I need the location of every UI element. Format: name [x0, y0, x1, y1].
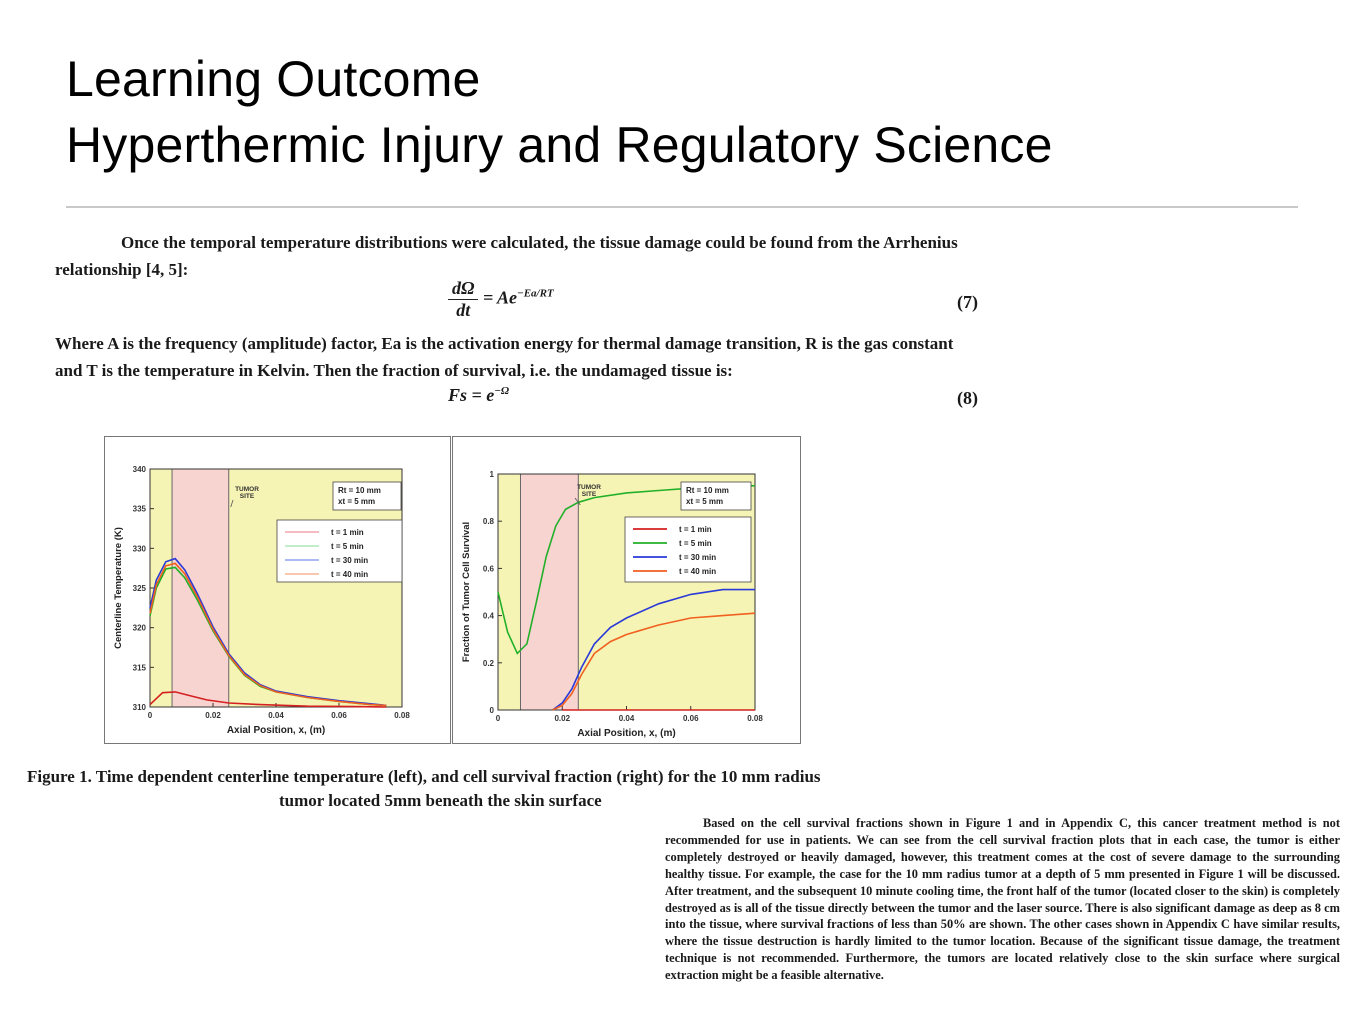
figure-panel-temperature: [104, 436, 451, 744]
slide-title: [66, 46, 1053, 178]
paper-paragraph-1: [55, 229, 975, 283]
figure-caption: [27, 765, 907, 813]
paper-paragraph-2: Where A is the frequency (amplitude) factor, Ea is the activation energy for thermal damage transition, R is the gas constant and T is the temperature in Kelvin. Then the fraction of survival, i.e. the undamaged tissue is:: [55, 334, 954, 380]
y-tick-label: 340: [132, 465, 146, 474]
survival-chart: [453, 437, 800, 743]
x-tick-label: 0.06: [331, 711, 347, 720]
tumor-site-label: SITE: [239, 493, 255, 500]
y-tick-label: 1: [489, 470, 494, 479]
y-tick-label: 0.8: [482, 517, 494, 527]
y-tick-label: 325: [132, 584, 146, 593]
eq7-fraction: [448, 278, 478, 321]
x-tick-label: 0.08: [394, 711, 410, 720]
info-line: xt = 5 mm: [338, 497, 376, 506]
y-axis-label: Centerline Temperature (K): [113, 527, 124, 649]
para3-text: Based on the cell survival fractions shown in Figure 1 and in Appendix C, this cancer treatment method is not recommended for use in patients. We can see from the cell survival fraction plots that in each case, the tumor is either completely destroyed or heavily damaged, however, this treatment comes at the cost of severe damage to the surrounding healthy tissue. For example, the case for the 10 mm radius tumor at a depth of 5 mm presented in Figure 1 will be discussed. After treatment, and the subsequent 10 minute cooling time, the front half of the tumor (located closer to the skin) is completely destroyed as is all of the tissue directly between the tumor and the laser source. There is also significant damage as deep as 8 cm into the tissue, where survival fractions of less than 50% are shown. The other cases shown in Appendix C have similar results, where the tissue destruction is hardly limited to the tumor location. Because of the significant tissue damage, the treatment technique is not recommended. Furthermore, the tumors are located relatively close to the skin surface where surgical extraction might be a feasible alternative.: [665, 816, 1340, 983]
tumor-site-label: SITE: [581, 491, 597, 498]
info-line: xt = 5 mm: [686, 497, 724, 506]
title-line-2: Hyperthermic Injury and Regulatory Science: [66, 117, 1053, 173]
eq7-numerator: dΩ: [448, 278, 478, 300]
tumor-site-label: TUMOR: [235, 486, 259, 493]
tumor-site-band: [520, 474, 578, 710]
x-tick-label: 0.08: [747, 714, 763, 723]
eq7-exponent: −Ea/RT: [517, 287, 554, 300]
y-tick-label: 0: [489, 706, 494, 715]
eq8-label: (8): [957, 388, 978, 408]
x-tick-label: 0.02: [554, 714, 571, 723]
legend-label: t = 40 min: [679, 567, 717, 576]
eq8-exponent: −Ω: [494, 385, 510, 397]
y-tick-label: 335: [132, 504, 146, 514]
legend-label: t = 30 min: [331, 556, 369, 565]
x-tick-label: 0.06: [682, 714, 699, 723]
caption-line-2: tumor located 5mm beneath the skin surface: [279, 791, 602, 810]
legend-label: t = 5 min: [331, 542, 364, 551]
x-axis-label: Axial Position, x, (m): [577, 728, 676, 739]
equation-7: [448, 278, 554, 321]
y-tick-label: 0.2: [482, 658, 494, 668]
legend-label: t = 40 min: [331, 570, 369, 579]
legend-label: t = 1 min: [679, 525, 712, 534]
legend-label: t = 30 min: [679, 553, 717, 562]
info-line: Rt = 10 mm: [338, 486, 381, 495]
eq7-denominator: dt: [456, 300, 471, 320]
title-divider: [66, 206, 1298, 208]
y-tick-label: 0.6: [482, 564, 494, 574]
eq8-lhs: Fs = e: [448, 385, 495, 405]
equation-8: [448, 385, 509, 406]
eq7-rhs: = Ae: [482, 287, 518, 308]
eq7-label: (7): [957, 292, 978, 312]
temperature-chart: [105, 437, 450, 743]
title-line-1: Learning Outcome: [66, 51, 481, 107]
x-tick-label: 0: [147, 711, 153, 720]
x-tick-label: 0.04: [268, 711, 284, 720]
y-tick-label: 0.4: [482, 611, 494, 621]
x-tick-label: 0.04: [618, 714, 635, 723]
y-tick-label: 315: [132, 663, 146, 673]
y-tick-label: 310: [132, 703, 146, 712]
x-axis-label: Axial Position, x, (m): [226, 725, 326, 736]
y-axis-label: Fraction of Tumor Cell Survival: [461, 521, 472, 663]
figure-panel-survival: [452, 436, 801, 744]
para1-text: Once the temporal temperature distributions were calculated, the tissue damage could be found from the Arrhenius relationship [4, 5]:: [55, 233, 958, 279]
x-tick-label: 0.02: [205, 711, 221, 720]
y-tick-label: 320: [132, 623, 146, 633]
legend-label: t = 1 min: [331, 528, 364, 537]
x-tick-label: 0: [495, 714, 501, 723]
paper-paragraph-3: [665, 815, 1340, 984]
legend-label: t = 5 min: [679, 539, 712, 548]
tumor-site-label: TUMOR: [577, 484, 601, 491]
caption-line-1: Figure 1. Time dependent centerline temperature (left), and cell survival fraction (right) for the 10 mm radius: [27, 767, 821, 786]
info-line: Rt = 10 mm: [686, 486, 729, 495]
y-tick-label: 330: [132, 544, 146, 554]
tumor-site-band: [172, 469, 229, 707]
